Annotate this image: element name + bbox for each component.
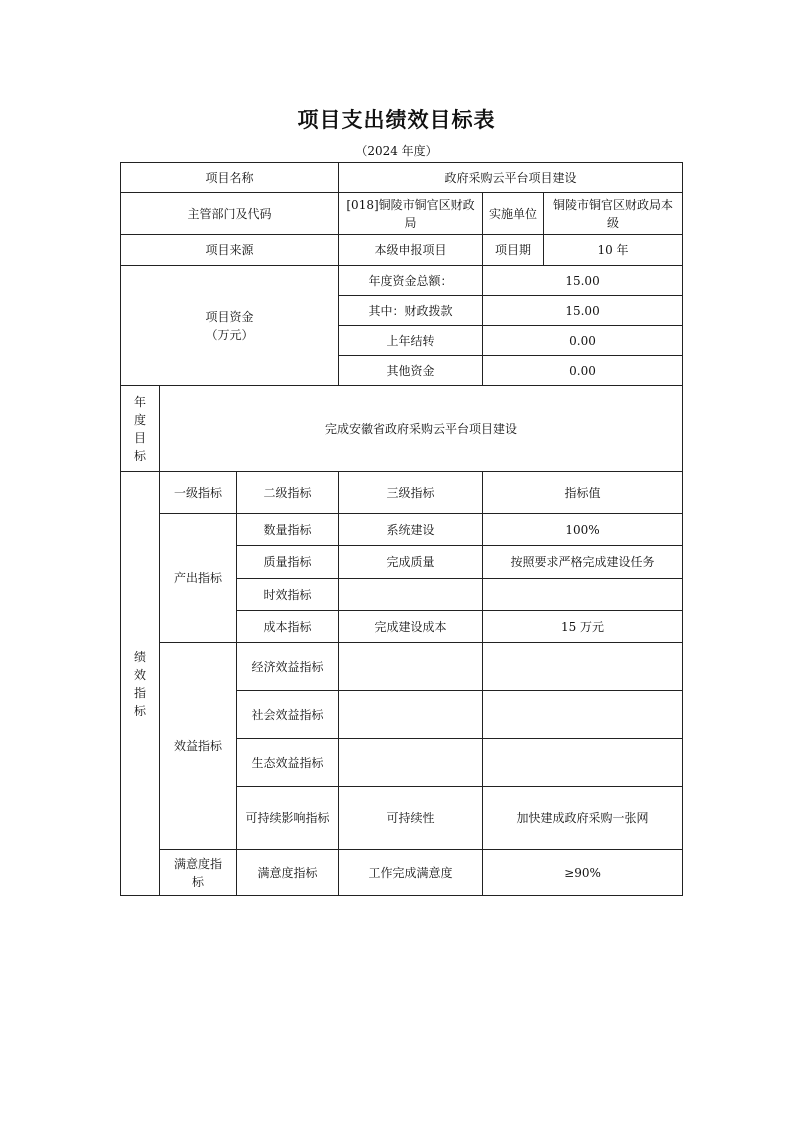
- level2-cell: 社会效益指标: [237, 691, 339, 739]
- funds-item-value: 0.00: [483, 356, 683, 386]
- table-row: [121, 514, 683, 546]
- level2-cell: 可持续影响指标: [237, 787, 339, 850]
- funds-label: [121, 266, 339, 386]
- annual-goal-value: 完成安徽省政府采购云平台项目建设: [160, 386, 683, 472]
- funds-item-value: 0.00: [483, 326, 683, 356]
- header-value: 指标值: [483, 472, 683, 514]
- level3-cell: 系统建设: [339, 514, 483, 546]
- annual-goal-label-char: 度: [133, 412, 146, 427]
- funds-item-value: 15.00: [483, 296, 683, 326]
- level3-cell: 工作完成满意度: [339, 850, 483, 896]
- benefit-indicators-label: 效益指标: [160, 643, 237, 850]
- funds-item-value: 15.00: [483, 266, 683, 296]
- level3-cell: [339, 643, 483, 691]
- value-cell: ≥90%: [483, 850, 683, 896]
- value-cell: [483, 739, 683, 787]
- table-row: [121, 266, 683, 296]
- funds-label-line1: 项目资金: [205, 309, 254, 324]
- value-cell: 15 万元: [483, 611, 683, 643]
- source-value: 本级申报项目: [339, 235, 483, 266]
- performance-label-char: 绩: [133, 649, 146, 664]
- unit-label: 实施单位: [483, 193, 544, 235]
- level2-cell: 质量指标: [237, 546, 339, 579]
- table-row: [121, 235, 683, 266]
- dept-value: [018]铜陵市铜官区财政局: [339, 193, 483, 235]
- project-name-label: 项目名称: [121, 163, 339, 193]
- performance-indicators-label: [121, 472, 160, 896]
- annual-goal-label-char: 年: [133, 394, 146, 409]
- header-level3: 三级指标: [339, 472, 483, 514]
- table-row: [121, 193, 683, 235]
- annual-goal-label-char: 目: [133, 430, 146, 445]
- level2-cell: 经济效益指标: [237, 643, 339, 691]
- project-name-value: 政府采购云平台项目建设: [339, 163, 683, 193]
- value-cell: [483, 579, 683, 611]
- level3-cell: 可持续性: [339, 787, 483, 850]
- header-level1: 一级指标: [160, 472, 237, 514]
- funds-item-label: 其他资金: [339, 356, 483, 386]
- funds-label-line2: （万元）: [205, 327, 254, 342]
- performance-label-char: 标: [133, 703, 146, 718]
- performance-label-char: 效: [133, 667, 146, 682]
- output-indicators-label: 产出指标: [160, 514, 237, 643]
- level3-cell: [339, 579, 483, 611]
- level3-cell: [339, 691, 483, 739]
- dept-label: 主管部门及代码: [121, 193, 339, 235]
- level3-cell: 完成建设成本: [339, 611, 483, 643]
- unit-value: 铜陵市铜官区财政局本级: [544, 193, 683, 235]
- funds-item-label: 其中：财政拨款: [339, 296, 483, 326]
- annual-goal-label-char: 标: [133, 448, 146, 463]
- period-label: 项目期: [483, 235, 544, 266]
- value-cell: 按照要求严格完成建设任务: [483, 546, 683, 579]
- performance-label-char: 指: [133, 685, 146, 700]
- level2-cell: 满意度指标: [237, 850, 339, 896]
- satisfaction-indicators-label: 满意度指标: [160, 850, 237, 896]
- value-cell: [483, 643, 683, 691]
- funds-item-label: 年度资金总额：: [339, 266, 483, 296]
- level3-cell: [339, 739, 483, 787]
- level2-cell: 数量指标: [237, 514, 339, 546]
- fiscal-year: （2024 年度）: [355, 144, 438, 158]
- annual-goal-label: [121, 386, 160, 472]
- table-row: [121, 472, 683, 514]
- level2-cell: 生态效益指标: [237, 739, 339, 787]
- header-level2: 二级指标: [237, 472, 339, 514]
- value-cell: 100%: [483, 514, 683, 546]
- funds-item-label: 上年结转: [339, 326, 483, 356]
- performance-target-table: [120, 162, 683, 896]
- table-row: [121, 643, 683, 691]
- source-label: 项目来源: [121, 235, 339, 266]
- table-row: [121, 386, 683, 472]
- period-value: 10 年: [544, 235, 683, 266]
- level3-cell: 完成质量: [339, 546, 483, 579]
- table-row: [121, 163, 683, 193]
- level2-cell: 成本指标: [237, 611, 339, 643]
- page-title: 项目支出绩效目标表: [297, 108, 496, 132]
- level2-cell: 时效指标: [237, 579, 339, 611]
- table-row: [121, 850, 683, 896]
- value-cell: 加快建成政府采购一张网: [483, 787, 683, 850]
- value-cell: [483, 691, 683, 739]
